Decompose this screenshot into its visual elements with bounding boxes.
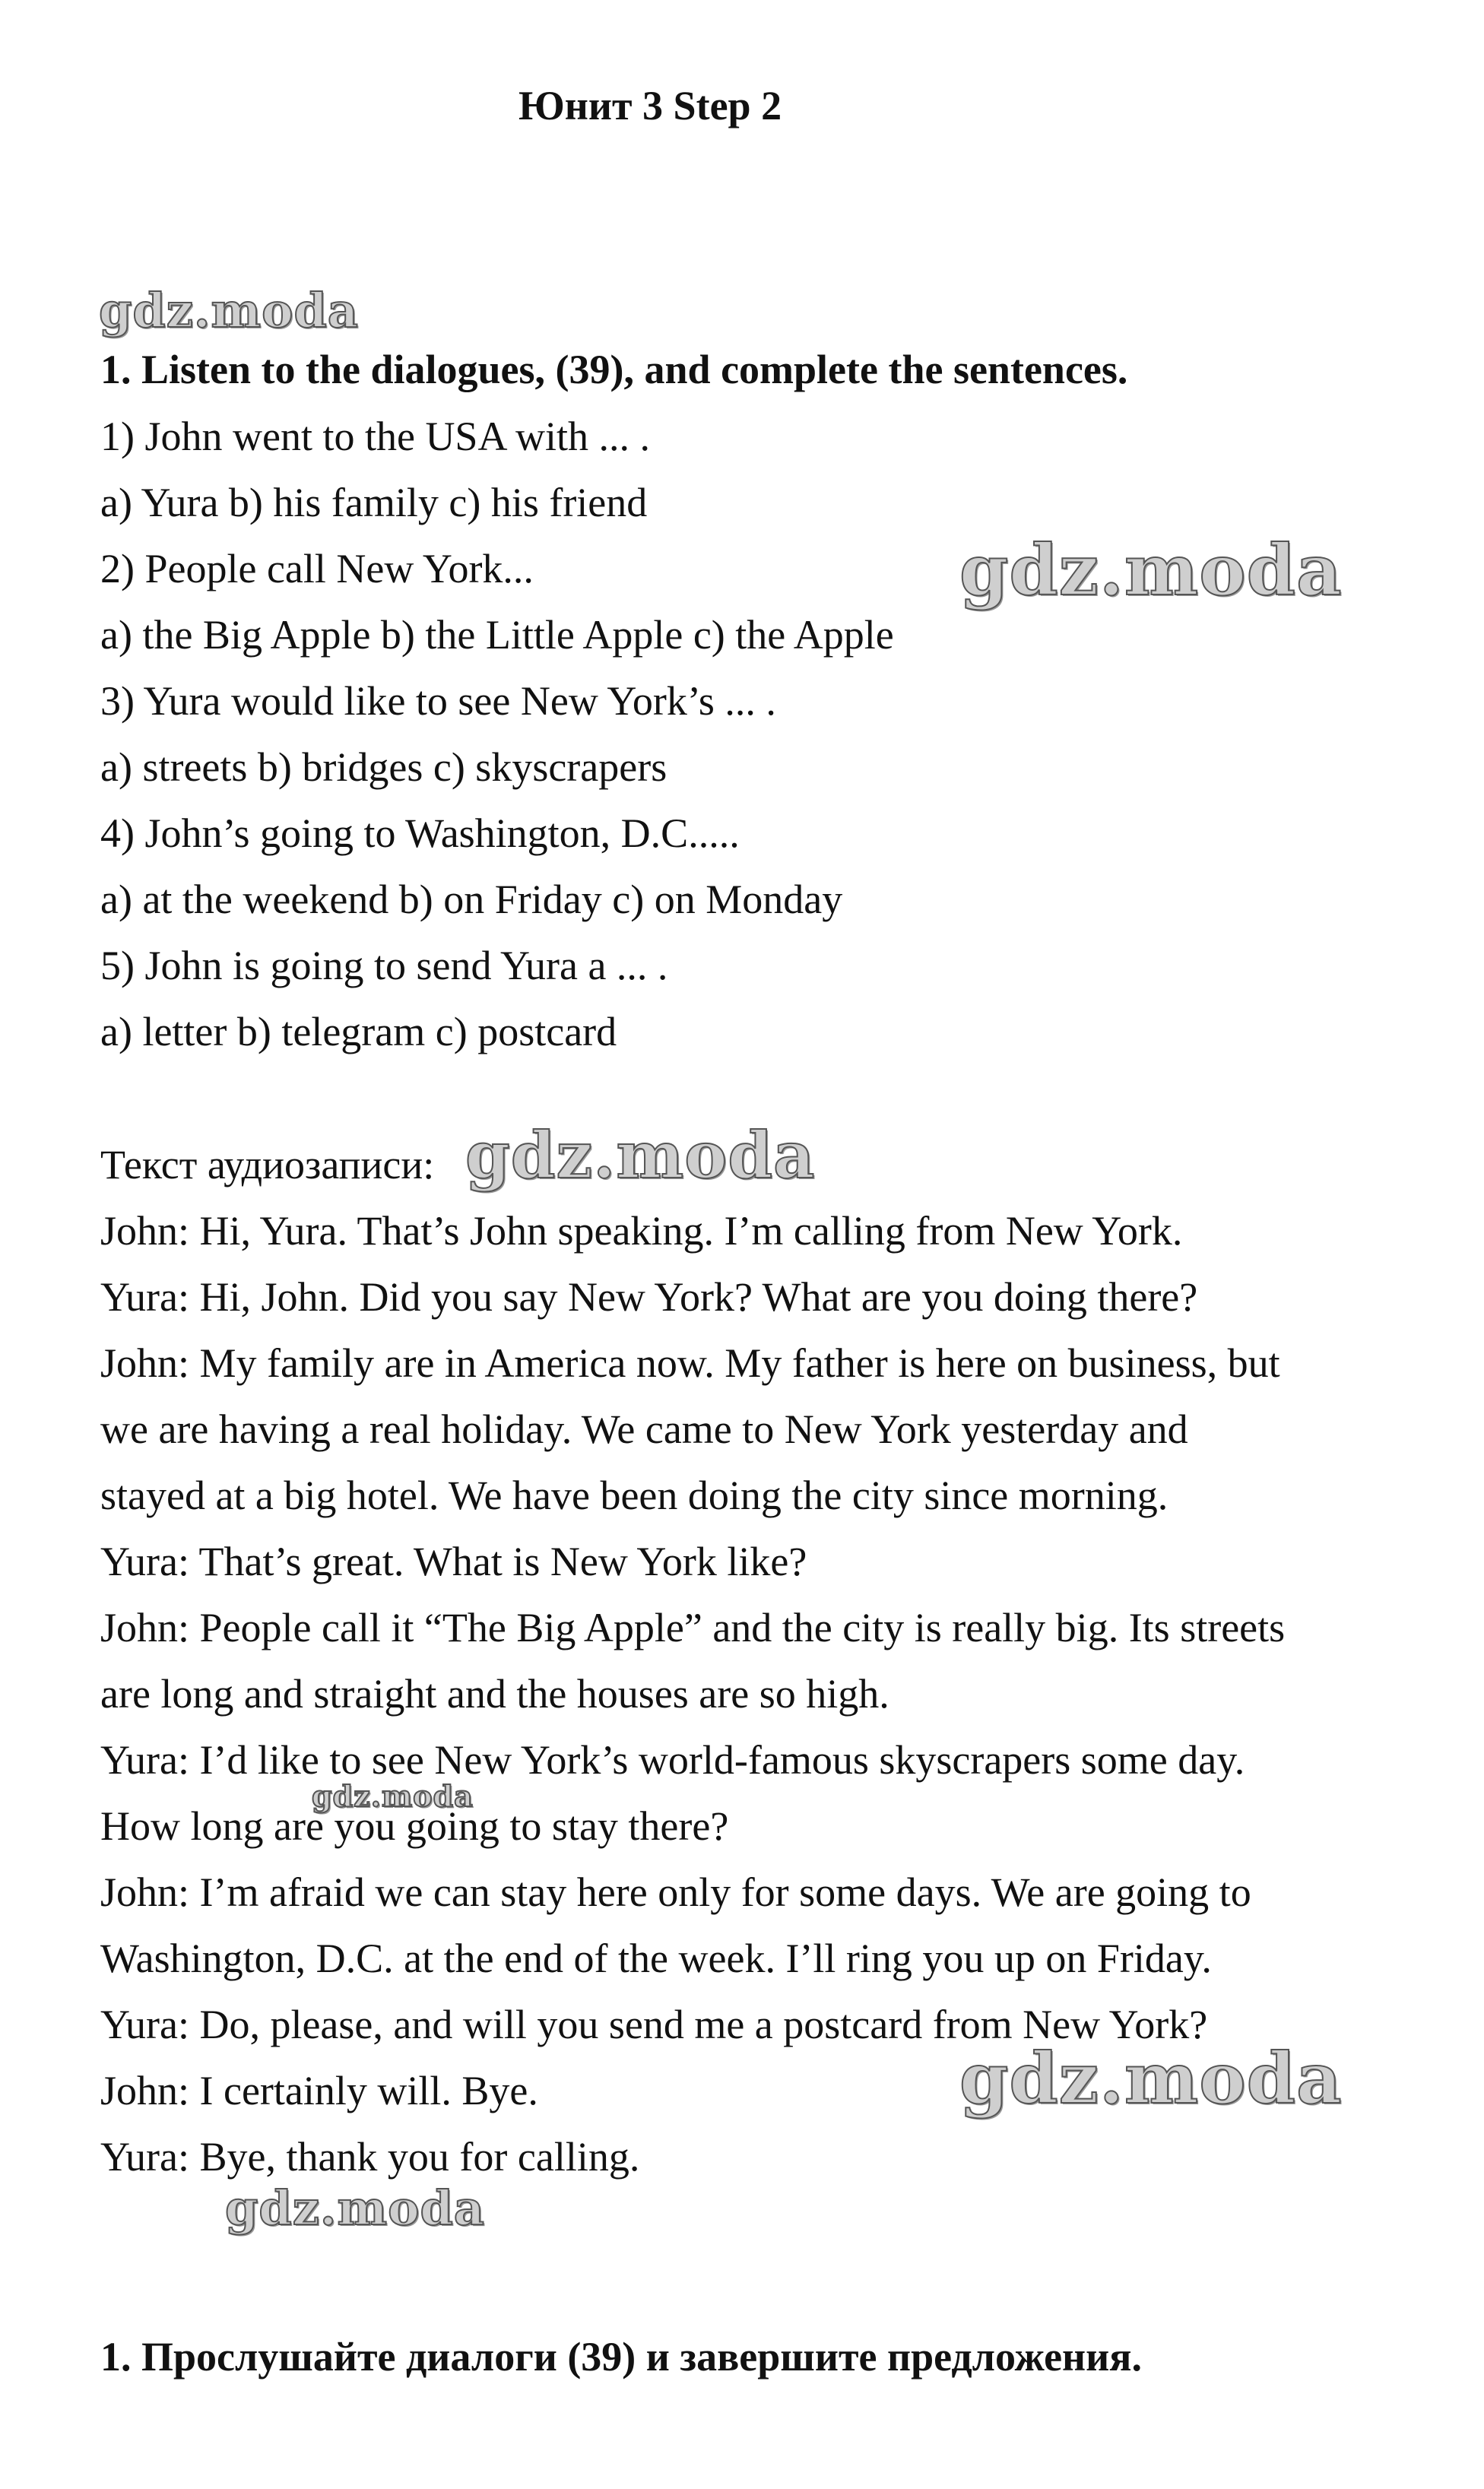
- transcript-line: John: My family are in America now. My father is here on business, but: [100, 1340, 1280, 1386]
- transcript-line: stayed at a big hotel. We have been doing the city since morning.: [100, 1473, 1168, 1518]
- transcript-label: Текст аудиозаписи:: [100, 1142, 435, 1187]
- answer-options: a) at the weekend b) on Friday c) on Monday: [100, 877, 843, 922]
- watermark: gdz.moda: [959, 529, 1343, 611]
- transcript-line: Yura: I’d like to see New York’s world-famous skyscrapers some day.: [100, 1737, 1245, 1783]
- watermark: gdz.moda: [225, 2180, 485, 2236]
- transcript-line: John: I’m afraid we can stay here only for some days. We are going to: [100, 1869, 1251, 1915]
- question-line: 5) John is going to send Yura a ... .: [100, 943, 668, 988]
- transcript-line: Yura: Do, please, and will you send me a postcard from New York?: [100, 2002, 1208, 2047]
- transcript-line: John: People call it “The Big Apple” and the city is really big. Its streets: [100, 1605, 1286, 1650]
- watermark: gdz.moda: [99, 283, 359, 338]
- question-line: 4) John’s going to Washington, D.C.....: [100, 810, 740, 856]
- answer-options: a) the Big Apple b) the Little Apple c) the Apple: [100, 612, 894, 658]
- transcript-line: Yura: Hi, John. Did you say New York? What are you doing there?: [100, 1274, 1198, 1320]
- transcript-line: are long and straight and the houses are so high.: [100, 1671, 889, 1717]
- transcript-line: How long are you going to stay there?: [100, 1803, 729, 1849]
- translation-heading: 1. Прослушайте диалоги (39) и завершите предложения.: [100, 2334, 1142, 2380]
- exercise-heading: 1. Listen to the dialogues, (39), and complete the sentences.: [100, 347, 1128, 392]
- transcript-line: Washington, D.C. at the end of the week. I’ll ring you up on Friday.: [100, 1936, 1212, 1981]
- answer-options: a) Yura b) his family c) his friend: [100, 480, 648, 525]
- page-title: Юнит 3 Step 2: [518, 83, 782, 128]
- watermark: gdz.moda: [312, 1779, 474, 1813]
- question-line: 2) People call New York...: [100, 546, 534, 591]
- question-line: 3) Yura would like to see New York’s ... .: [100, 678, 776, 724]
- transcript-line: John: I certainly will. Bye.: [100, 2068, 538, 2113]
- question-line: 1) John went to the USA with ... .: [100, 414, 650, 459]
- answer-options: a) letter b) telegram c) postcard: [100, 1009, 617, 1054]
- transcript-line: John: Hi, Yura. That’s John speaking. I’m calling from New York.: [100, 1208, 1183, 1254]
- transcript-line: we are having a real holiday. We came to New York yesterday and: [100, 1406, 1188, 1452]
- answer-options: a) streets b) bridges c) skyscrapers: [100, 744, 667, 790]
- transcript-line: Yura: That’s great. What is New York like?: [100, 1539, 807, 1584]
- watermark: gdz.moda: [465, 1118, 816, 1193]
- watermark: gdz.moda: [959, 2037, 1343, 2120]
- transcript-line: Yura: Bye, thank you for calling.: [100, 2134, 640, 2180]
